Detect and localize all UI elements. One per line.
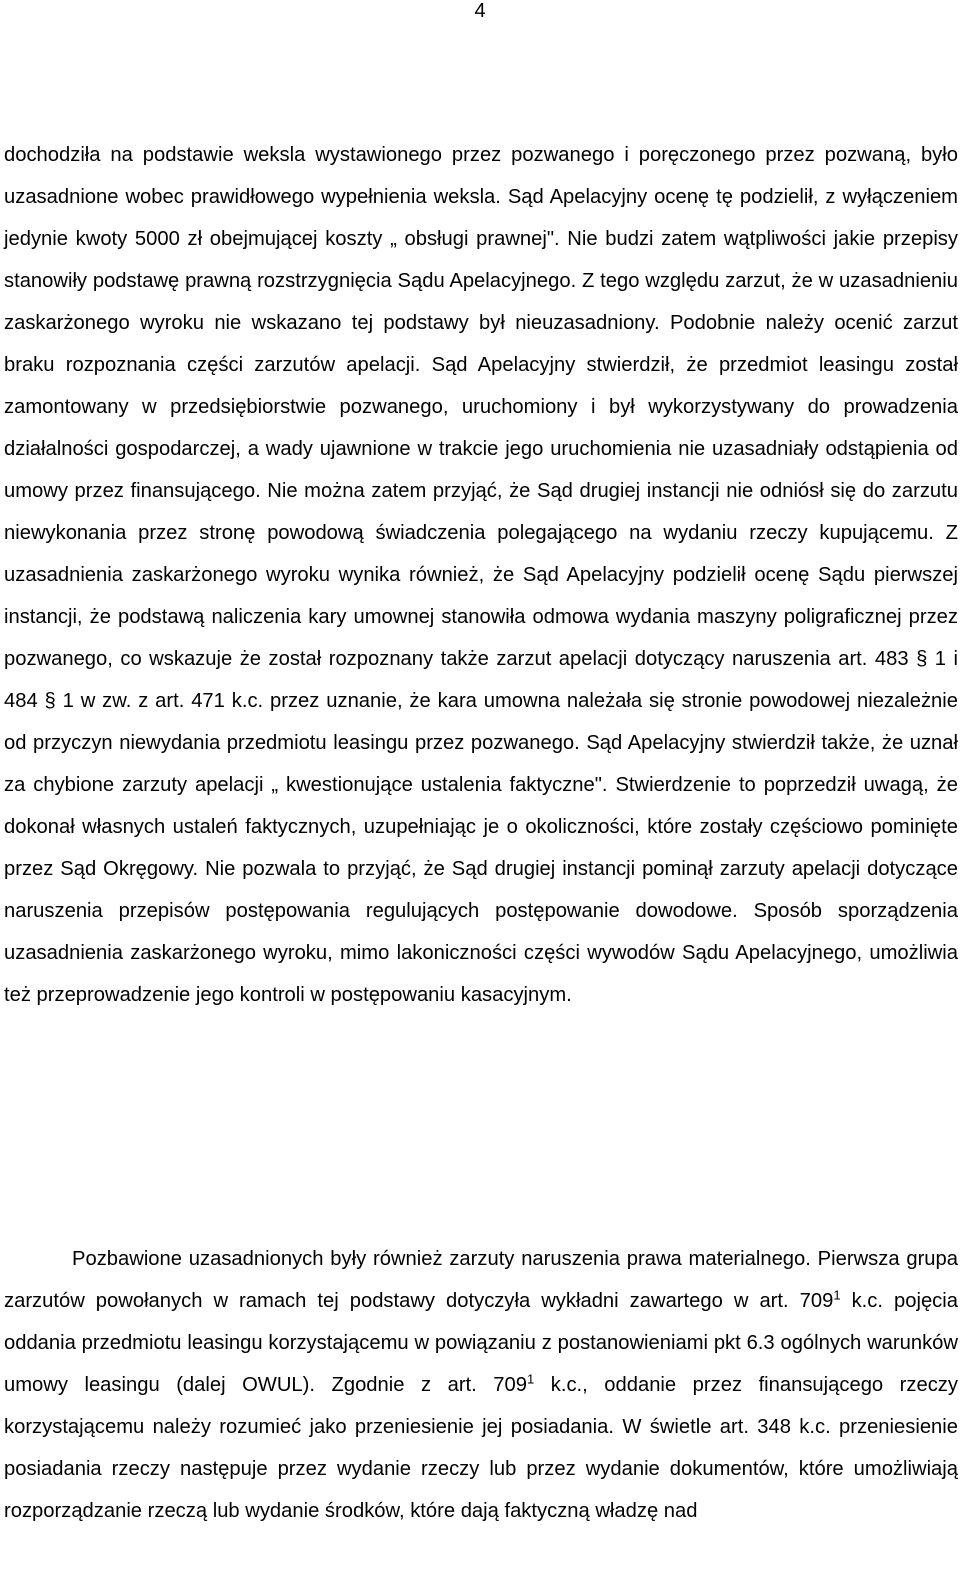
- paragraph-2-text-c: k.c., oddanie przez finansującego rzeczy korzystającemu należy rozumieć jako przeniesienie jej posiadania. W świetle art. 348 k.c. przeniesienie posiadania rzeczy następuje przez wydanie rzeczy lub przez wydanie dokumentów, które umożliwiają rozporządzanie rzeczą lub wydanie środków, które dają faktyczną władzę nad: [4, 1374, 958, 1522]
- page-number: 4: [474, 0, 486, 22]
- body-paragraph-2: [4, 1238, 958, 1532]
- body-paragraph-1: dochodziła na podstawie weksla wystawionego przez pozwanego i poręczonego przez pozwaną, było uzasadnione wobec prawidłowego wypełnienia weksla. Sąd Apelacyjny ocenę tę podzielił, z wyłączeniem jedynie kwoty 5000 zł obejmującej koszty „ obsługi prawnej". Nie budzi zatem wątpliwości jakie przepisy stanowiły podstawę prawną rozstrzygnięcia Sądu Apelacyjnego. Z tego względu zarzut, że w uzasadnieniu zaskarżonego wyroku nie wskazano tej podstawy był nieuzasadniony. Podobnie należy ocenić zarzut braku rozpoznania części zarzutów apelacji. Sąd Apelacyjny stwierdził, że przedmiot leasingu został zamontowany w przedsiębiorstwie pozwanego, uruchomiony i był wykorzystywany do prowadzenia działalności gospodarczej, a wady ujawnione w trakcie jego uruchomienia nie uzasadniały odstąpienia od umowy przez finansującego. Nie można zatem przyjąć, że Sąd drugiej instancji nie odniósł się do zarzutu niewykonania przez stronę powodową świadczenia polegającego na wydaniu rzeczy kupującemu. Z uzasadnienia zaskarżonego wyroku wynika również, że Sąd Apelacyjny podzielił ocenę Sądu pierwszej instancji, że podstawą naliczenia kary umownej stanowiła odmowa wydania maszyny poligraficznej przez pozwanego, co wskazuje że został rozpoznany także zarzut apelacji dotyczący naruszenia art. 483 § 1 i 484 § 1 w zw. z art. 471 k.c. przez uznanie, że kara umowna należała się stronie powodowej niezależnie od przyczyn niewydania przedmiotu leasingu przez pozwanego. Sąd Apelacyjny stwierdził także, że uznał za chybione zarzuty apelacji „ kwestionujące ustalenia faktyczne". Stwierdzenie to poprzedził uwagą, że dokonał własnych ustaleń faktycznych, uzupełniając je o okoliczności, które zostały częściowo pominięte przez Sąd Okręgowy. Nie pozwala to przyjąć, że Sąd drugiej instancji pominął zarzuty apelacji dotyczące naruszenia przepisów postępowania regulujących postępowanie dowodowe. Sposób sporządzenia uzasadnienia zaskarżonego wyroku, mimo lakoniczności części wywodów Sądu Apelacyjnego, umożliwia też przeprowadzenie jego kontroli w postępowaniu kasacyjnym.: [4, 144, 958, 1006]
- paragraph-2-text-a: Pozbawione uzasadnionych były również zarzuty naruszenia prawa materialnego. Pierwsza grupa zarzutów powołanych w ramach tej podstawy dotyczyła wykładni zawartego w art. 709: [4, 1248, 958, 1312]
- paragraph-2-text-b: k.c. pojęcia oddania przedmiotu leasingu korzystającemu w powiązaniu z postanowieniami pkt 6.3 ogólnych warunków umowy leasingu (dalej OWUL). Zgodnie z art. 709: [4, 1290, 958, 1396]
- superscript-2: 1: [527, 1371, 535, 1387]
- superscript-1: 1: [833, 1287, 841, 1303]
